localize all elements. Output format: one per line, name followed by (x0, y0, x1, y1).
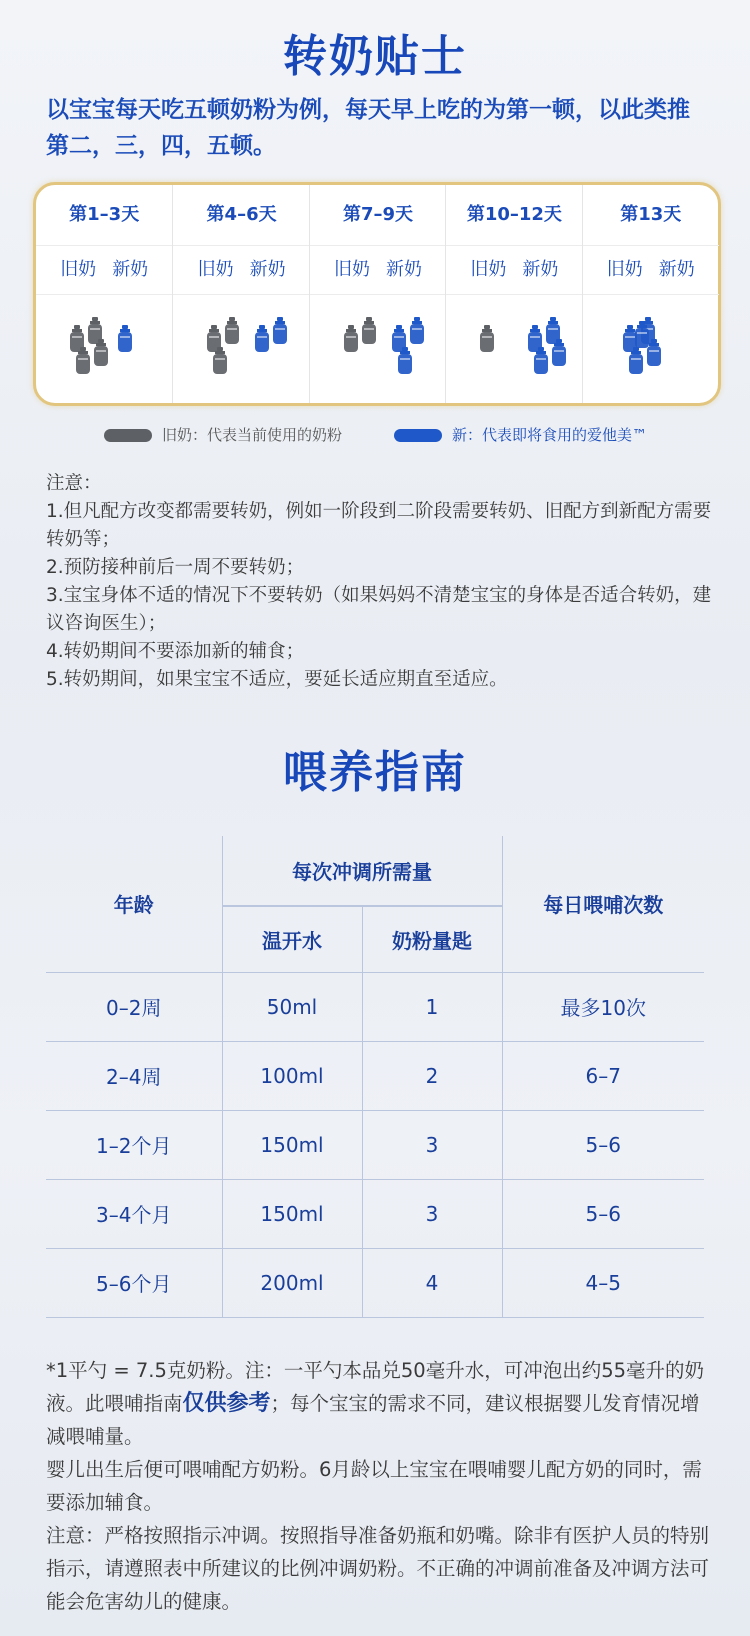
legend-old (104, 424, 342, 445)
cell-daily: 6–7 (502, 1041, 704, 1110)
bottle-icon (76, 347, 90, 374)
cell-water: 150ml (222, 1179, 362, 1248)
day-range: 第13天 (620, 204, 682, 225)
new-milk-label: 新奶 (385, 259, 422, 280)
schedule-column (172, 185, 309, 403)
cell-age: 5–6个月 (46, 1248, 222, 1317)
table-row (46, 1248, 704, 1317)
bottle-icon (362, 317, 376, 344)
table-row (46, 972, 704, 1041)
note-item: 4.转奶期间不要添加新的辅食； (46, 641, 305, 662)
bottle-group (446, 295, 582, 400)
footnote-3: 注意：严格按照指示冲调。按照指导准备奶瓶和奶嘴。除非有医护人员的特别指示，请遵照表中所建议的比例冲调奶粉。不正确的冲调前准备及冲调方法可能会危害幼儿的健康。 (46, 1524, 710, 1613)
schedule-column (309, 185, 446, 403)
bottle-icon (647, 339, 661, 366)
footnotes (46, 1354, 716, 1618)
new-milk-label: 新奶 (112, 259, 149, 280)
note-item: 5.转奶期间，如果宝宝不适应，要延长适应期直至适应。 (46, 669, 508, 690)
bottle-group (310, 295, 446, 400)
cell-scoops: 2 (362, 1041, 502, 1110)
switch-tips-intro: 以宝宝每天吃五顿奶粉为例，每天早上吃的为第一顿，以此类推第二，三，四，五顿。 (46, 97, 690, 159)
feeding-table (46, 836, 704, 1318)
old-milk-label: 旧奶 (197, 259, 234, 280)
bottle-icon (255, 325, 269, 352)
legend-new (394, 424, 647, 445)
old-milk-label: 旧奶 (470, 259, 507, 280)
cell-water: 100ml (222, 1041, 362, 1110)
notes-heading: 注意： (46, 473, 102, 494)
cell-daily: 5–6 (502, 1110, 704, 1179)
bottle-icon (225, 317, 239, 344)
bottle-icon (213, 347, 227, 374)
bottle-icon (552, 339, 566, 366)
legend-new-swatch (394, 429, 442, 442)
bottle-icon (398, 347, 412, 374)
milk-labels (583, 245, 719, 295)
milk-labels (36, 245, 172, 295)
milk-labels (446, 245, 582, 295)
header-per-feed: 每次冲调所需量 (222, 836, 502, 906)
header-water: 温开水 (222, 906, 362, 972)
schedule-column (582, 185, 719, 403)
bottle-group (173, 295, 309, 400)
bottle-group (36, 295, 172, 400)
footnote-2: 婴儿出生后便可喂哺配方奶粉。6月龄以上宝宝在喂哺婴儿配方奶的同时，需要添加辅食。 (46, 1458, 702, 1514)
cell-scoops: 3 (362, 1110, 502, 1179)
bottle-icon (534, 347, 548, 374)
cell-daily: 最多10次 (502, 972, 704, 1041)
table-row (46, 1179, 704, 1248)
bottle-icon (344, 325, 358, 352)
legend-old-text: 旧奶：代表当前使用的奶粉 (162, 426, 343, 444)
footnote-1-a: *1平勺 = 7.5克奶粉。注：一平勺本品兑50毫升水，可冲泡出约55毫升的奶液。此喂哺指南 (46, 1359, 705, 1415)
new-milk-label: 新奶 (249, 259, 286, 280)
cell-age: 3–4个月 (46, 1179, 222, 1248)
note-item: 1.但凡配方改变都需要转奶，例如一阶段到二阶段需要转奶、旧配方到新配方需要转奶等； (46, 501, 712, 550)
footnote-1-b: ；每个宝宝的需求不同，建议根据婴儿发育情况增减喂哺量。 (46, 1392, 700, 1448)
header-daily: 每日喂哺次数 (502, 836, 704, 972)
switch-tips-title: 转奶贴士 (283, 31, 467, 82)
cell-water: 50ml (222, 972, 362, 1041)
old-milk-label: 旧奶 (333, 259, 370, 280)
table-row (46, 1041, 704, 1110)
bottle-icon (635, 321, 649, 348)
new-milk-label: 新奶 (522, 259, 559, 280)
cell-age: 2–4周 (46, 1041, 222, 1110)
new-milk-label: 新奶 (658, 259, 695, 280)
note-item: 2.预防接种前后一周不要转奶； (46, 557, 305, 578)
bottle-icon (410, 317, 424, 344)
notes (46, 470, 716, 694)
cell-water: 200ml (222, 1248, 362, 1317)
cell-age: 1–2个月 (46, 1110, 222, 1179)
cell-age: 0–2周 (46, 972, 222, 1041)
bottle-icon (118, 325, 132, 352)
note-item: 3.宝宝身体不适的情况下不要转奶（如果妈妈不清楚宝宝的身体是否适合转奶，建议咨询医生）； (46, 585, 712, 634)
old-milk-label: 旧奶 (60, 259, 97, 280)
cell-scoops: 3 (362, 1179, 502, 1248)
day-range: 第1–3天 (69, 204, 140, 225)
schedule-column (36, 185, 172, 403)
bottle-group (583, 295, 719, 400)
cell-daily: 4–5 (502, 1248, 704, 1317)
schedule-column (445, 185, 582, 403)
cell-scoops: 4 (362, 1248, 502, 1317)
switch-schedule-card (33, 182, 721, 406)
day-range: 第10–12天 (466, 204, 562, 225)
header-scoops: 奶粉量匙 (362, 906, 502, 972)
legend-old-swatch (104, 429, 152, 442)
bottle-icon (629, 347, 643, 374)
cell-water: 150ml (222, 1110, 362, 1179)
cell-daily: 5–6 (502, 1179, 704, 1248)
bottle-icon (480, 325, 494, 352)
milk-labels (173, 245, 309, 295)
table-row (46, 1110, 704, 1179)
milk-labels (310, 245, 446, 295)
feeding-table-wrap (46, 836, 704, 1318)
day-range: 第4–6天 (206, 204, 277, 225)
footnote-1-emphasis: 仅供参考 (182, 1391, 271, 1416)
day-range: 第7–9天 (342, 204, 414, 225)
bottle-icon (94, 339, 108, 366)
cell-scoops: 1 (362, 972, 502, 1041)
header-age: 年龄 (113, 893, 154, 918)
old-milk-label: 旧奶 (606, 259, 643, 280)
legend-new-text: 新：代表即将食用的爱他美™ (452, 426, 648, 444)
bottle-icon (273, 317, 287, 344)
footnote-1 (46, 1354, 716, 1453)
feeding-guide-title: 喂养指南 (283, 747, 467, 798)
